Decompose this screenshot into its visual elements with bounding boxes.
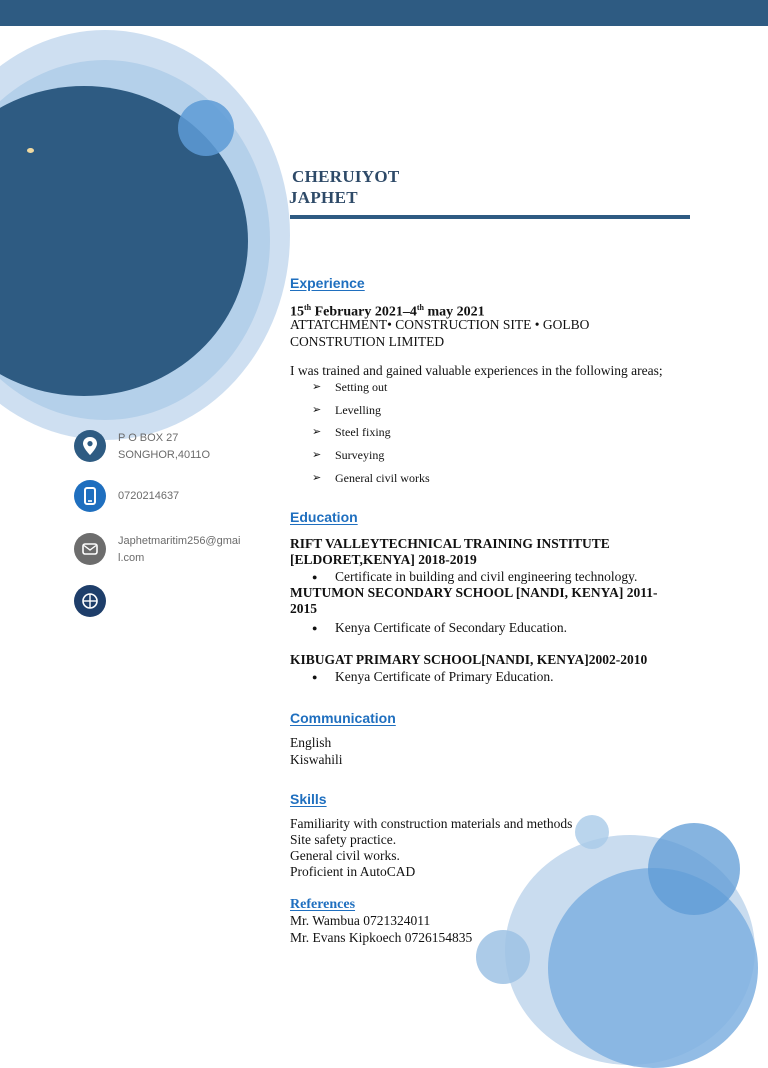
experience-dates: 15th February 2021–4th may 2021 [290,303,485,320]
list-item: ➢ Setting out [312,379,430,402]
communication-heading: Communication [290,710,396,726]
experience-role-line1: ATTATCHMENT• CONSTRUCTION SITE • GOLBO [290,317,590,332]
skill-item: Site safety practice. [290,832,397,847]
name-first: CHERUIYOT [292,167,400,186]
school1-line1: RIFT VALLEYTECHNICAL TRAINING INSTITUTE [290,536,610,551]
reference-item: Mr. Wambua 0721324011 [290,913,431,928]
language-item: Kiswahili [290,752,343,767]
phone-number[interactable]: 0720214637 [118,490,180,502]
skill-item: General civil works. [290,848,400,863]
address-line2: SONGHOR,4011O [118,449,211,461]
web-icon [74,585,106,617]
decorative-circle-br-top [648,823,740,915]
location-icon [74,430,106,462]
list-item: ➢ General civil works [312,470,430,493]
language-item: English [290,735,332,750]
school3-line1: KIBUGAT PRIMARY SCHOOL[NANDI, KENYA]2002-2010 [290,652,648,667]
school2-qualification: ● Kenya Certificate of Secondary Education. [312,620,567,636]
skills-heading: Skills [290,791,327,807]
phone-icon [74,480,106,512]
top-banner [0,0,768,26]
experience-areas-list [312,379,430,492]
decorative-circle-br-small [575,815,609,849]
experience-intro: I was trained and gained valuable experiences in the following areas; [290,363,663,378]
experience-role-line2: CONSTRUTION LIMITED [290,334,445,349]
name-last: JAPHET [289,188,358,207]
skill-item: Proficient in AutoCAD [290,864,416,879]
education-heading: Education [290,509,358,525]
address-line1: P O BOX 27 [118,432,179,444]
candidate-name [289,166,400,208]
school1-qualification: ● Certificate in building and civil engineering technology. [312,569,637,585]
address [118,430,258,464]
email-icon [74,533,106,565]
decorative-dot [27,148,34,153]
email-address[interactable] [118,533,258,567]
skill-item: Familiarity with construction materials and methods [290,816,573,831]
list-item: ➢ Levelling [312,402,430,425]
school3-qualification: ● Kenya Certificate of Primary Education. [312,669,554,685]
school2-line1: MUTUMON SECONDARY SCHOOL [NANDI, KENYA] 2011- [290,585,658,600]
list-item: ➢ Surveying [312,447,430,470]
name-divider [290,215,690,219]
school1-line2: [ELDORET,KENYA] 2018-2019 [290,552,477,567]
list-item: ➢ Steel fixing [312,424,430,447]
school2-line2: 2015 [290,601,317,616]
email-line1: Japhetmaritim256@gmai [118,535,241,547]
decorative-circle-small [178,100,234,156]
experience-heading: Experience [290,275,365,291]
email-line2: l.com [118,552,145,564]
references-heading: References [290,897,356,912]
reference-item: Mr. Evans Kipkoech 0726154835 [290,930,473,945]
decorative-circle-br-left [476,930,530,984]
